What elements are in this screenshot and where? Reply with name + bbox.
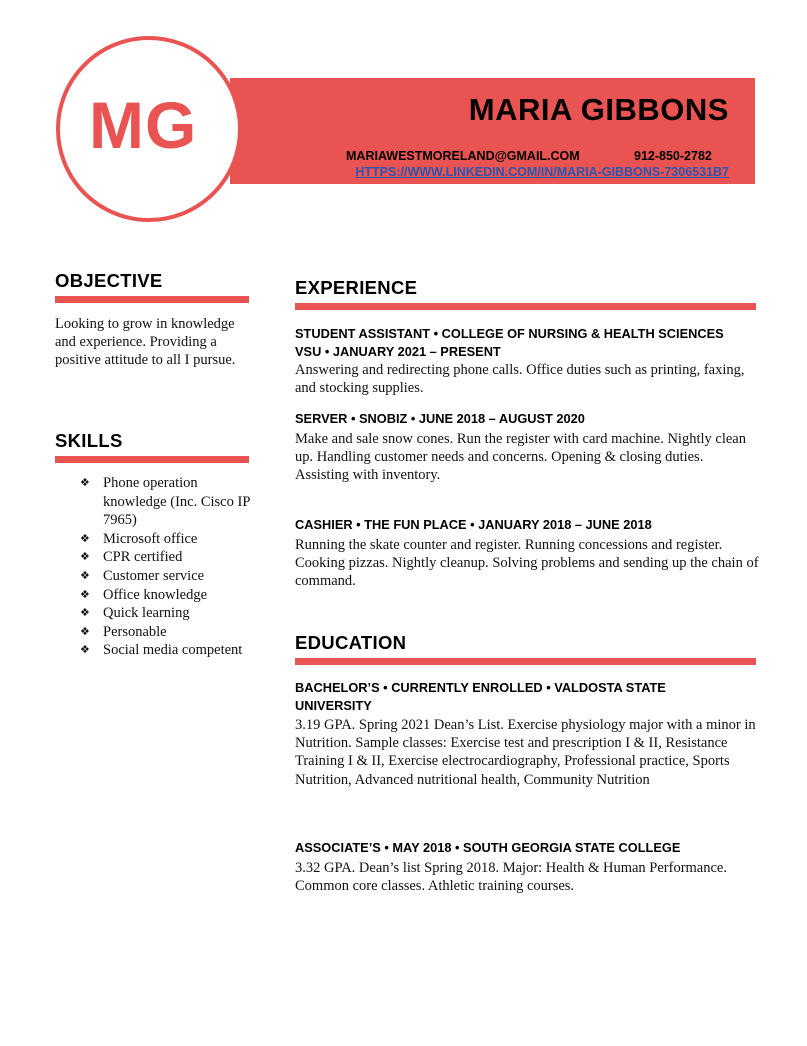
list-item: [80, 548, 250, 567]
diamond-bullet-icon: ❖: [80, 550, 90, 564]
email-address: MARIAWESTMORELAND@GMAIL.COM: [346, 149, 580, 163]
skill-label: Personable: [103, 623, 167, 640]
job-description: Running the skate counter and register. Running concessions and register. Cooking pizzas. Nightly cleanup. Solving problems and sending up the chain of command.: [295, 537, 759, 590]
diamond-bullet-icon: ❖: [80, 643, 90, 657]
education-heading: EDUCATION: [295, 632, 407, 653]
linkedin-link[interactable]: HTTPS://WWW.LINKEDIN.COM/IN/MARIA-GIBBONS-7306531B7: [355, 165, 729, 179]
job-title: CASHIER • THE FUN PLACE • JANUARY 2018 – JUNE 2018: [295, 517, 652, 532]
skill-label: Customer service: [103, 567, 205, 584]
degree-description: 3.32 GPA. Dean’s list Spring 2018. Major: Health & Human Performance. Common core classes. Athletic training courses.: [295, 860, 727, 895]
skill-label: Microsoft office: [103, 530, 198, 547]
monogram: MG: [89, 88, 198, 162]
skill-label: Quick learning: [103, 605, 190, 622]
phone-number: 912-850-2782: [634, 149, 712, 163]
objective-rule: [55, 296, 249, 303]
list-item: [80, 586, 250, 605]
diamond-bullet-icon: ❖: [80, 476, 90, 489]
diamond-bullet-icon: ❖: [80, 568, 90, 582]
list-item: [80, 641, 250, 660]
skills-heading: SKILLS: [55, 430, 123, 451]
objective-heading: OBJECTIVE: [55, 270, 163, 291]
job-title: STUDENT ASSISTANT • COLLEGE OF NURSING & HEALTH SCIENCES VSU • JANUARY 2021 – PRESENT: [295, 326, 724, 359]
list-item: [80, 567, 250, 586]
skill-label: CPR certified: [103, 549, 183, 566]
diamond-bullet-icon: ❖: [80, 624, 90, 638]
diamond-bullet-icon: ❖: [80, 531, 90, 545]
diamond-bullet-icon: ❖: [80, 587, 90, 601]
skill-label: Phone operation knowledge (Inc. Cisco IP 7965): [103, 475, 250, 529]
list-item: [80, 604, 250, 623]
degree-title: ASSOCIATE’S • MAY 2018 • SOUTH GEORGIA STATE COLLEGE: [295, 840, 681, 855]
objective-text: Looking to grow in knowledge and experience. Providing a positive attitude to all I pursue.: [55, 316, 236, 369]
education-rule: [295, 658, 756, 665]
experience-heading: EXPERIENCE: [295, 277, 418, 298]
candidate-name: MARIA GIBBONS: [468, 92, 729, 127]
job-title: SERVER • SNOBIZ • JUNE 2018 – AUGUST 2020: [295, 411, 585, 426]
list-item: [80, 530, 250, 549]
degree-title: BACHELOR’S • CURRENTLY ENROLLED • VALDOSTA STATE UNIVERSITY: [295, 680, 666, 713]
skills-list: [80, 474, 250, 660]
list-item: [80, 623, 250, 642]
diamond-bullet-icon: ❖: [80, 606, 90, 620]
skills-rule: [55, 456, 249, 463]
experience-rule: [295, 303, 756, 310]
skill-label: Social media competent: [103, 642, 243, 659]
degree-description: 3.19 GPA. Spring 2021 Dean’s List. Exercise physiology major with a minor in Nutrition. Sample classes: Exercise test and prescription I & II, Resistance Training I & II, Exercise electrocardiography, Professional practice, Sports Nutrition, Advanced nutritional health, Community Nutrition: [295, 717, 756, 788]
list-item: [80, 474, 250, 530]
skill-label: Office knowledge: [103, 586, 208, 603]
job-description: Answering and redirecting phone calls. Office duties such as printing, faxing, and stocking supplies.: [295, 362, 745, 397]
job-description: Make and sale snow cones. Run the register with card machine. Nightly clean up. Handling customer needs and concerns. Opening & closing duties. Assisting with inventory.: [295, 431, 746, 484]
